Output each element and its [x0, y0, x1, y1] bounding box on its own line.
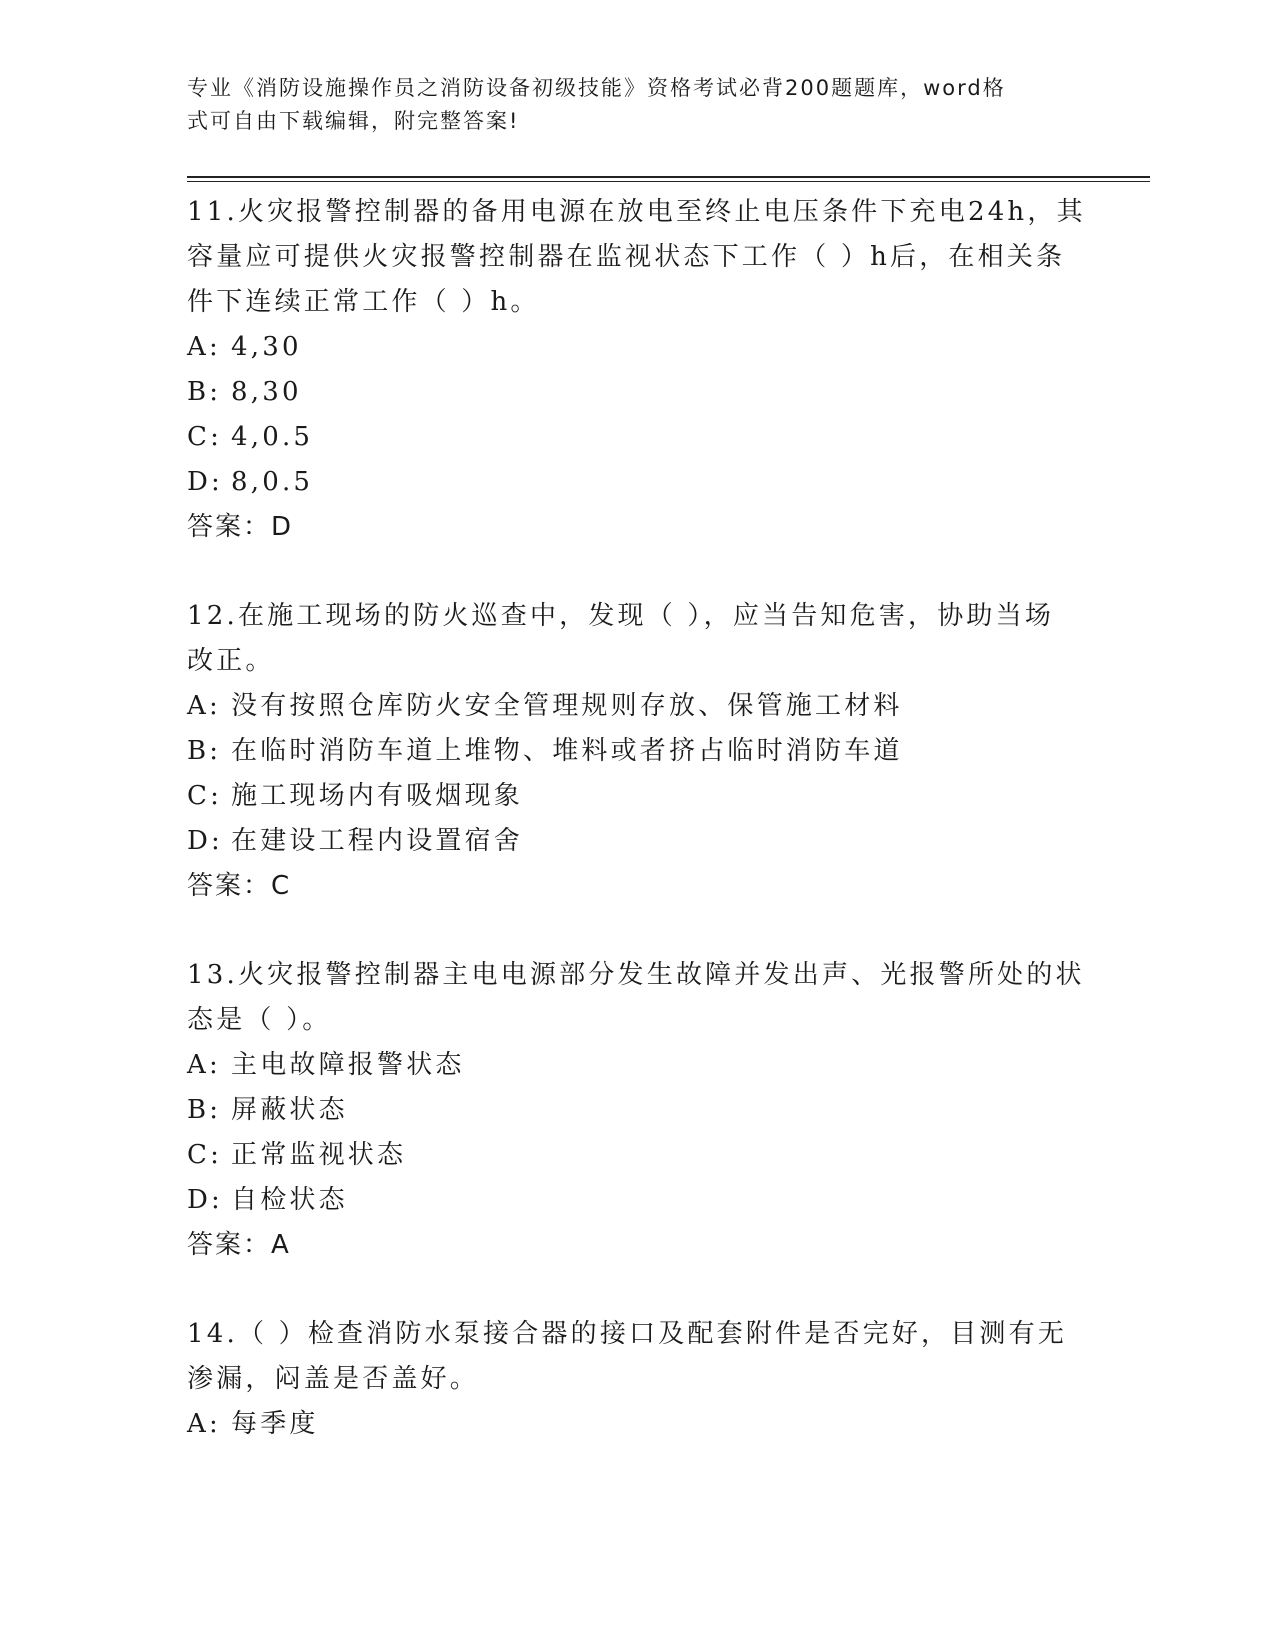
option-a [187, 325, 1087, 370]
answer-line: 答案：A [187, 1230, 291, 1260]
option-text: 8,30 [231, 377, 302, 407]
header-line-1: 专业《消防设施操作员之消防设备初级技能》资格考试必背200题题库，word格 [187, 76, 1006, 100]
option-text: 4,30 [231, 332, 302, 362]
question-12 [187, 594, 1087, 909]
option-text: 施工现场内有吸烟现象 [231, 781, 524, 811]
option-text: 没有按照仓库防火安全管理规则存放、保管施工材料 [231, 691, 903, 721]
option-text: 屏蔽状态 [231, 1095, 348, 1125]
option-d [187, 1178, 1087, 1223]
option-a [187, 1043, 1087, 1088]
question-stem-line: 渗漏，闷盖是否盖好。 [187, 1364, 480, 1394]
option-b [187, 1088, 1087, 1133]
option-letter: A: [187, 691, 221, 721]
option-letter: B: [187, 1095, 222, 1125]
question-stem-line: 11.火灾报警控制器的备用电源在放电至终止电压条件下充电24h，其 [187, 197, 1086, 227]
option-c [187, 774, 1087, 819]
option-letter: C: [187, 422, 223, 452]
question-list [187, 190, 1087, 1447]
option-text: 正常监视状态 [231, 1140, 407, 1170]
option-letter: C: [187, 781, 223, 811]
document-header [187, 72, 1067, 138]
option-letter: D: [187, 1185, 224, 1215]
option-letter: A: [187, 1050, 221, 1080]
option-letter: D: [187, 467, 224, 497]
header-line-2: 式可自由下载编辑，附完整答案! [187, 109, 520, 133]
answer-line: 答案：D [187, 512, 294, 542]
option-text: 在临时消防车道上堆物、堆料或者挤占临时消防车道 [231, 736, 903, 766]
header-divider-thin [187, 181, 1150, 182]
option-b [187, 729, 1087, 774]
answer-line: 答案：C [187, 871, 292, 901]
option-letter: A: [187, 1409, 221, 1439]
option-a [187, 684, 1087, 729]
question-stem-line: 13.火灾报警控制器主电电源部分发生故障并发出声、光报警所处的状 [187, 960, 1085, 990]
option-letter: B: [187, 736, 222, 766]
option-text: 在建设工程内设置宿舍 [231, 826, 524, 856]
option-a [187, 1402, 1087, 1447]
option-d [187, 819, 1087, 864]
option-text: 每季度 [231, 1409, 319, 1439]
question-spacer [187, 1268, 1087, 1312]
question-stem-line: 容量应可提供火灾报警控制器在监视状态下工作（ ）h后，在相关条 [187, 242, 1066, 272]
question-11 [187, 190, 1087, 550]
option-letter: A: [187, 332, 221, 362]
question-13 [187, 953, 1087, 1268]
option-b [187, 370, 1087, 415]
option-text: 自检状态 [231, 1185, 348, 1215]
question-14 [187, 1312, 1087, 1447]
question-stem-line: 改正。 [187, 646, 275, 676]
option-text: 4,0.5 [231, 422, 314, 452]
option-letter: B: [187, 377, 222, 407]
question-spacer [187, 550, 1087, 594]
header-divider-thick [187, 176, 1150, 178]
question-spacer [187, 909, 1087, 953]
question-stem-line: 件下连续正常工作（ ）h。 [187, 287, 540, 317]
option-letter: C: [187, 1140, 223, 1170]
option-c [187, 1133, 1087, 1178]
question-stem-line: 14.（ ）检查消防水泵接合器的接口及配套附件是否完好，目测有无 [187, 1319, 1068, 1349]
question-stem-line: 12.在施工现场的防火巡查中，发现（ ），应当告知危害，协助当场 [187, 601, 1055, 631]
option-c [187, 415, 1087, 460]
option-d [187, 460, 1087, 505]
option-text: 主电故障报警状态 [231, 1050, 465, 1080]
option-text: 8,0.5 [231, 467, 314, 497]
option-letter: D: [187, 826, 224, 856]
question-stem-line: 态是（ ）。 [187, 1005, 332, 1035]
